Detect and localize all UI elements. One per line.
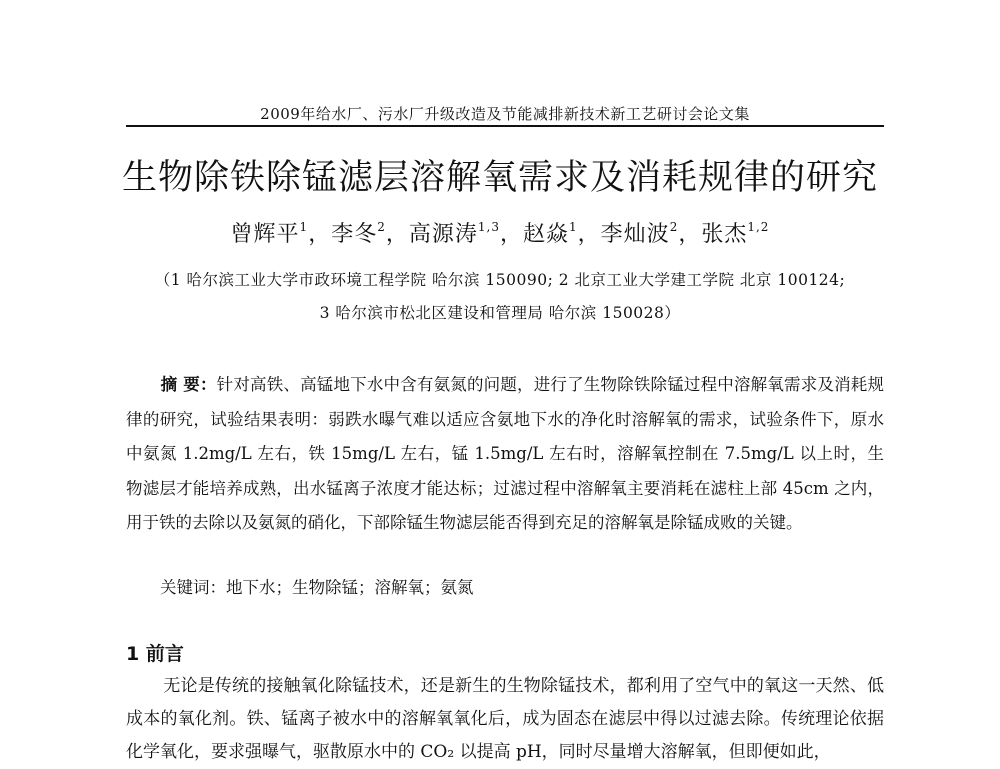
author-affil-mark: 2 bbox=[377, 219, 386, 234]
paper-title: 生物除铁除锰滤层溶解氧需求及消耗规律的研究 bbox=[121, 158, 878, 198]
author-separator: ， bbox=[577, 222, 601, 247]
author-affil-mark: 1 bbox=[299, 219, 309, 234]
author-affil-mark: 1 bbox=[569, 219, 578, 234]
author-list bbox=[100, 217, 900, 248]
author-affil-mark: 1,3 bbox=[477, 219, 500, 234]
author-separator: ， bbox=[385, 222, 409, 247]
abstract bbox=[126, 368, 884, 541]
author-name: 李冬 bbox=[331, 222, 378, 247]
author-name: 张杰 bbox=[701, 222, 748, 247]
author-name: 曾辉平 bbox=[230, 222, 300, 247]
affiliation-line-2: 3 哈尔滨市松北区建设和管理局 哈尔滨 150028） bbox=[319, 304, 681, 322]
keywords-text: 地下水；生物除锰；溶解氧；氨氮 bbox=[226, 578, 474, 597]
keywords-label: 关键词： bbox=[160, 578, 226, 597]
author-separator: ， bbox=[308, 222, 332, 247]
running-header: 2009年给水厂、污水厂升级改造及节能减排新技术新工艺研讨会论文集 bbox=[260, 105, 750, 123]
keywords bbox=[160, 574, 880, 598]
author-name: 李灿波 bbox=[600, 222, 670, 247]
abstract-text: 针对高铁、高锰地下水中含有氨氮的问题，进行了生物除铁除锰过程中溶解氧需求及消耗规律的研究，试验结果表明：弱跌水曝气难以适应含氨地下水的净化时溶解氧的需求，试验条件下，原水中氨氮 1.2mg/L 左右，铁 15mg/L 左右，锰 1.5mg/L 左右时，溶解氧控制在 7.5mg/L 以上时，生物滤层才能培养成熟，出水锰离子浓度才能达标；过滤过程中溶解氧主要消耗在滤柱上部 45cm 之内，用于铁的去除以及氨氮的硝化，下部除锰生物滤层能否得到充足的溶解氧是除锰成败的关键。 bbox=[126, 375, 884, 532]
author-separator: ， bbox=[499, 222, 523, 247]
author-name: 高源涛 bbox=[408, 222, 478, 247]
author-name: 赵焱 bbox=[523, 222, 570, 247]
section-heading-introduction: 1 前言 bbox=[126, 643, 184, 665]
author-affil-mark: 1,2 bbox=[747, 219, 770, 234]
abstract-label: 摘 要： bbox=[160, 375, 217, 394]
section-body-text: 无论是传统的接触氧化除锰技术，还是新生的生物除锰技术，都利用了空气中的氧这一天然、低成本的氧化剂。铁、锰离子被水中的溶解氧氧化后，成为固态在滤层中得以过滤去除。传统理论依据化学氧化，要求强曝气，驱散原水中的 CO₂ 以提高 pH，同时尽量增大溶解氧，但即便如此， bbox=[126, 676, 884, 762]
author-affil-mark: 2 bbox=[669, 219, 679, 234]
affiliation-line-1: （1 哈尔滨工业大学市政环境工程学院 哈尔滨 150090; 2 北京工业大学建工学院 北京 100124; bbox=[154, 271, 846, 289]
author-separator: ， bbox=[678, 222, 702, 247]
header-divider bbox=[126, 125, 884, 127]
